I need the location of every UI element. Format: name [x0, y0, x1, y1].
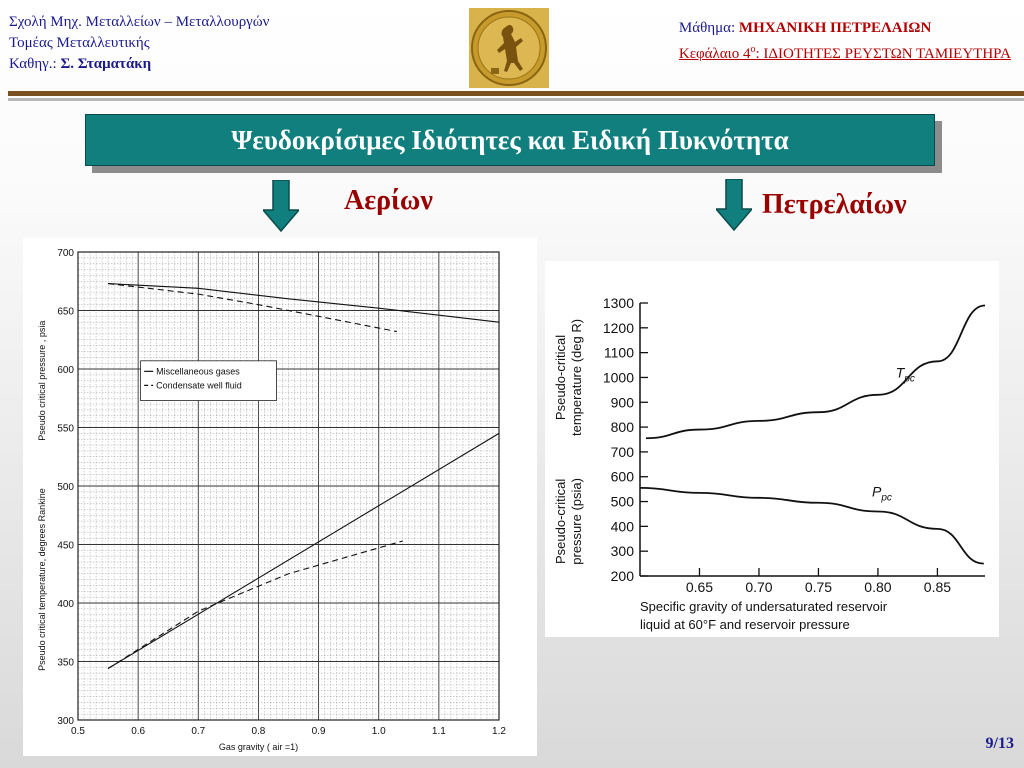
legend — [141, 361, 277, 401]
y-axis-label-pressure-line2: pressure (psia) — [569, 478, 584, 565]
chapter-title — [679, 39, 1011, 65]
x-tick-label: 0.9 — [311, 726, 326, 737]
professor-line — [9, 54, 269, 75]
department-name: Τομέας Μεταλλευτικής — [9, 35, 150, 51]
x-tick-label: 1.1 — [431, 726, 446, 737]
y-tick-label: 500 — [610, 493, 634, 510]
y-tick-label: 600 — [610, 468, 634, 485]
oil-pseudocritical-chart — [545, 261, 999, 637]
series-label-subscript: pc — [904, 373, 915, 385]
y-tick-label: 1200 — [602, 319, 634, 336]
y-tick-label: 550 — [57, 423, 74, 435]
school-header — [9, 12, 269, 75]
x-tick-label: 0.70 — [745, 579, 773, 595]
y-tick-label: 350 — [57, 657, 74, 669]
y-tick-label: 650 — [57, 306, 74, 318]
y-tick-label: 900 — [610, 394, 634, 411]
y-tick-label: 300 — [57, 716, 74, 727]
gas-pseudocritical-chart — [23, 238, 537, 756]
y-axis-label-pressure: Pseudo critical pressure , psia — [37, 320, 47, 441]
university-logo — [469, 8, 549, 88]
course-name: ΜΗΧΑΝΙΚΗ ΠΕΤΡΕΛΑΙΩΝ — [738, 20, 932, 36]
series-line — [108, 541, 403, 669]
legend-label: Miscellaneous gases — [156, 366, 240, 377]
course-header — [679, 17, 1011, 65]
legend-label: Condensate well fluid — [156, 380, 242, 391]
y-tick-label: 450 — [57, 540, 74, 552]
series-curve — [646, 305, 985, 438]
professor-name: Σ. Σταματάκη — [60, 56, 152, 72]
y-axis-label-pressure-line1: Pseudo-critical — [553, 478, 568, 565]
y-tick-label: 600 — [57, 365, 74, 376]
down-arrow-icon — [263, 180, 299, 232]
x-tick-label: 0.75 — [804, 579, 833, 595]
x-tick-label: 0.85 — [923, 579, 952, 595]
professor-prefix: Καθηγ.: — [9, 56, 61, 72]
course-line — [679, 17, 1011, 39]
y-tick-label: 200 — [610, 568, 634, 584]
x-tick-label: 0.65 — [685, 579, 714, 595]
y-tick-label: 700 — [610, 443, 634, 460]
y-tick-label: 700 — [57, 248, 74, 259]
x-tick-label: 0.80 — [864, 579, 892, 595]
oils-label: Πετρελαίων — [762, 189, 907, 220]
gases-label: Αερίων — [344, 185, 433, 216]
x-tick-label: 0.8 — [251, 726, 266, 737]
x-tick-label: 1.0 — [371, 726, 386, 737]
x-axis-label: Gas gravity ( air =1) — [218, 742, 299, 752]
series-label: $P_{pc}$ — [871, 483, 892, 504]
x-tick-label: 1.2 — [492, 726, 506, 737]
y-axis-label-temperature-line1: Pseudo-critical — [553, 334, 568, 421]
down-arrow-icon — [716, 179, 752, 231]
x-tick-label: 0.6 — [131, 726, 146, 737]
grid — [78, 252, 499, 720]
y-tick-label: 400 — [610, 518, 634, 535]
slide-title: Ψευδοκρίσιμες Ιδιότητες και Ειδική Πυκνότητα — [85, 114, 935, 166]
school-name: Σχολή Μηχ. Μεταλλείων – Μεταλλουργών — [9, 14, 270, 30]
y-axis-label-temperature-line2: temperature (deg R) — [569, 318, 584, 436]
series-curve — [640, 488, 984, 564]
course-prefix: Μάθημα: — [678, 20, 739, 36]
chapter-name: : ΙΔΙΟΤΗΤΕΣ ΡΕΥΣΤΩΝ ΤΑΜΙΕΥΤΗΡΑ — [755, 46, 1011, 62]
y-tick-label: 1000 — [602, 369, 634, 386]
x-tick-label: 0.7 — [191, 726, 206, 737]
y-tick-label: 500 — [57, 482, 74, 493]
y-axis-label-temperature: Pseudo critical temperature, degrees Rankine — [37, 488, 47, 671]
y-tick-label: 300 — [610, 543, 634, 560]
page-number: 9/13 — [985, 735, 1014, 752]
chapter-ordinal: ο — [750, 44, 756, 55]
chapter-prefix: Κεφάλαιο 4 — [678, 46, 751, 62]
series-label: $T_{pc}$ — [895, 364, 915, 385]
header-divider-shadow — [8, 98, 1024, 101]
y-tick-label: 1100 — [603, 344, 634, 361]
y-tick-label: 1300 — [602, 295, 634, 311]
header-divider — [8, 91, 1024, 96]
x-axis-label-line1: Specific gravity of undersaturated reservoir — [640, 599, 888, 614]
y-tick-label: 800 — [610, 419, 634, 436]
x-tick-label: 0.5 — [71, 726, 85, 737]
y-tick-label: 400 — [57, 599, 74, 610]
series-label-subscript: pc — [881, 492, 892, 504]
x-axis-label-line2: liquid at 60°F and reservoir pressure — [640, 617, 850, 632]
